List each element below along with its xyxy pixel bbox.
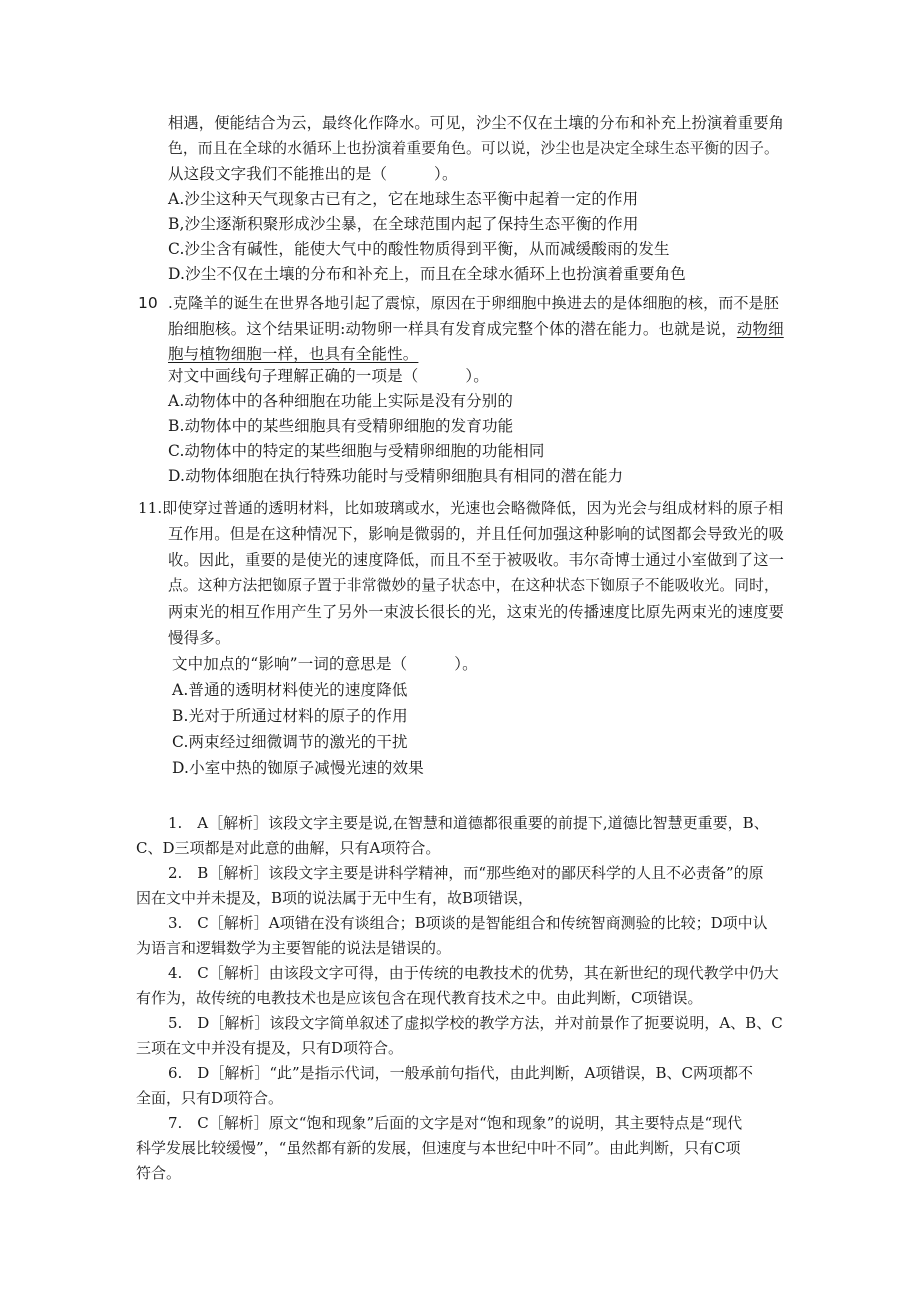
passage-line: 互作用。但是在这种情况下，影响是微弱的，并且任何加强这种影响的试图都会导致光的吸 [168,525,784,543]
answer-line: 为语言和逻辑数学为主要智能的说法是错误的。 [136,939,452,957]
underlined-sentence: 动物细 [736,320,784,338]
answer-line: 3. C［解析］A项错在没有谈组合；B项谈的是智能组合和传统智商测验的比较；D项中认 [168,914,768,932]
option-c: C.两束经过细微调节的激光的干扰 [172,733,408,751]
passage-line: .克隆羊的诞生在世界各地引起了震惊，原因在于卵细胞中换进去的是体细胞的核，而不是胚 [168,294,779,312]
passage-line [168,318,784,340]
option-b: B.光对于所通过材料的原子的作用 [172,707,408,725]
question-number: 10 [138,294,158,312]
answer-line: 7. C［解析］原文“饱和现象”后面的文字是对“饱和现象”的说明，其主要特点是“现代 [168,1114,743,1132]
question-prompt: 对文中画线句子理解正确的一项是（ ）。 [168,367,489,385]
option-a: A.沙尘这种天气现象古已有之，它在地球生态平衡中起着一定的作用 [168,190,639,208]
option-d: D.小室中热的铷原子减慢光速的效果 [172,759,424,777]
option-c: C.沙尘含有碱性，能使大气中的酸性物质得到平衡，从而减缓酸雨的发生 [168,240,670,258]
passage-line: 收。因此，重要的是使光的速度降低，而且不至于被吸收。韦尔奇博士通过小室做到了这一 [168,551,784,569]
passage-line: 两束光的相互作用产生了另外一束波长很长的光，这束光的传播速度比原先两束光的速度要 [168,603,784,621]
answer-line: 6. D［解析］“此”是指示代词，一般承前句指代，由此判断，A项错误，B、C两项都不 [168,1064,754,1082]
answer-line: 1. A［解析］该段文字主要是说,在智慧和道德都很重要的前提下,道德比智慧更重要，B、 [168,814,769,832]
passage-line: 11.即使穿过普通的透明材料，比如玻璃或水，光速也会略微降低，因为光会与组成材料的原子相 [138,499,784,517]
question-prompt: 从这段文字我们不能推出的是（ ）。 [168,165,458,183]
question-prompt: 文中加点的“影响”一词的意思是（ ）。 [172,655,478,673]
option-b: B,沙尘逐渐积聚形成沙尘暴，在全球范围内起了保持生态平衡的作用 [168,215,639,233]
passage-line: 慢得多。 [168,629,231,647]
answer-line: 5. D［解析］该段文字简单叙述了虚拟学校的教学方法，并对前景作了扼要说明，A、B、C [168,1014,783,1032]
answer-line: 符合。 [136,1164,182,1182]
answer-line: 全面，只有D项符合。 [136,1089,284,1107]
passage-text: 胎细胞核。这个结果证明:动物卵一样具有发育成完整个体的潜在能力。也就是说， [168,320,737,338]
answer-line: 因在文中并未提及，B项的说法属于无中生有，故B项错误， [136,889,534,907]
answer-line: C、D三项都是对此意的曲解，只有A项符合。 [136,839,441,857]
answer-line: 三项在文中并没有提及，只有D项符合。 [136,1039,404,1057]
option-b: B.动物体中的某些细胞具有受精卵细胞的发育功能 [168,417,514,435]
option-d: D.动物体细胞在执行特殊功能时与受精卵细胞具有相同的潜在能力 [168,467,624,485]
option-a: A.普通的透明材料使光的速度降低 [172,681,408,699]
option-c: C.动物体中的特定的某些细胞与受精卵细胞的功能相同 [168,442,545,460]
passage-line: 色，而且在全球的水循环上也扮演着重要角色。可以说，沙尘也是决定全球生态平衡的因子。 [168,140,779,157]
passage-line: 相遇，便能结合为云，最终化作降水。可见，沙尘不仅在土壤的分布和补充上扮演着重要角 [168,114,784,132]
answer-line: 有作为，故传统的电教技术也是应该包含在现代教育技术之中。由此判断，C项错误。 [136,989,703,1007]
answer-line: 4. C［解析］由该段文字可得，由于传统的电教技术的优势，其在新世纪的现代教学中仍大 [168,964,779,982]
option-a: A.动物体中的各种细胞在功能上实际是没有分别的 [168,392,514,410]
underlined-sentence: 胞与植物细胞一样，也具有全能性。 [168,345,419,363]
passage-line: 点。这种方法把铷原子置于非常微妙的量子状态中，在这种状态下铷原子不能吸收光。同时， [168,577,779,594]
answer-line: 科学发展比较缓慢”，“虽然都有新的发展，但速度与本世纪中叶不同”。由此判断，只有C项 [136,1139,741,1157]
answer-line: 2. B［解析］该段文字主要是讲科学精神，而“那些绝对的鄙厌科学的人且不必责备”的原 [168,864,764,882]
option-d: D.沙尘不仅在土壤的分布和补充上，而且在全球水循环上也扮演着重要角色 [168,265,686,283]
